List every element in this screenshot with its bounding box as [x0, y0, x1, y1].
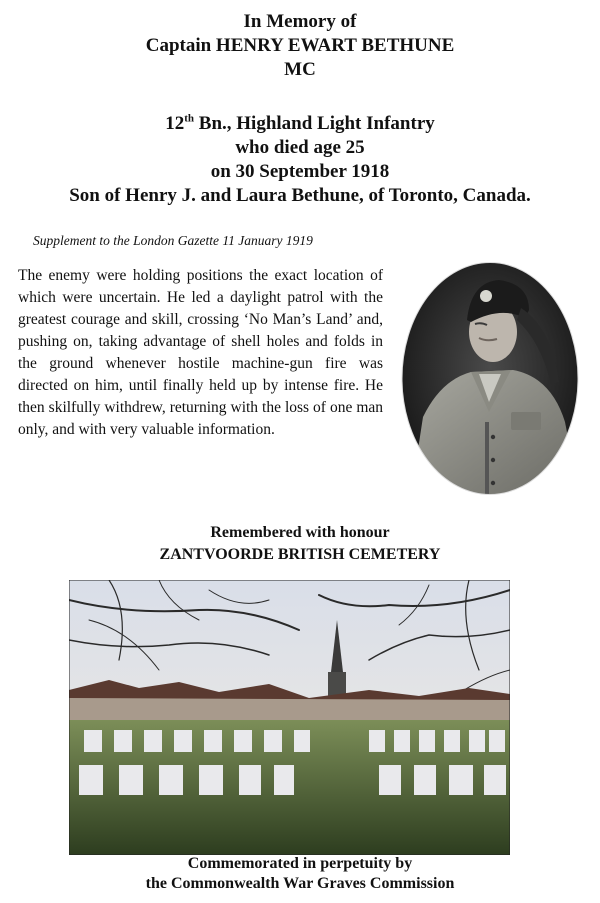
parents-line: Son of Henry J. and Laura Bethune, of Toronto, Canada.: [69, 185, 531, 206]
battalion-number: 12: [165, 113, 185, 134]
died-age-line: who died age 25: [235, 137, 365, 158]
header-line-in-memory: In Memory of: [243, 11, 357, 32]
commemorated-line: Commemorated in perpetuity by: [187, 855, 413, 872]
header-line-award: MC: [284, 59, 316, 80]
cwgc-line: the Commonwealth War Graves Commission: [145, 875, 455, 892]
header-line-name: Captain HENRY EWART BETHUNE: [145, 35, 455, 56]
portrait-photo: [401, 262, 579, 495]
commemorated-section: [0, 854, 600, 894]
memorial-header: [0, 10, 600, 82]
battalion-name: Bn., Highland Light Infantry: [194, 113, 435, 134]
remembered-line: Remembered with honour: [210, 524, 390, 541]
mc-citation-text: The enemy were holding positions the exact location of which were uncertain. He led a daylight patrol with the greatest courage and skill, crossing ‘No Man’s Land’ and, pushing on, taking advantage of shell holes and folds in the ground whenever hostile machine-gun fire was directed on him, until finally held up by intense fire. He then skilfully withdrew, returning with the loss of one man only, and with very valuable information.: [18, 267, 383, 438]
service-details: [0, 112, 600, 208]
battalion-ordinal: th: [184, 112, 195, 125]
remembered-section: [0, 522, 600, 566]
battalion-line: [0, 112, 600, 136]
gazette-reference: Supplement to the London Gazette 11 January 1919: [33, 233, 313, 248]
death-date-line: on 30 September 1918: [210, 161, 390, 182]
cemetery-photo: [69, 580, 510, 855]
cemetery-name: ZANTVOORDE BRITISH CEMETERY: [159, 546, 441, 563]
